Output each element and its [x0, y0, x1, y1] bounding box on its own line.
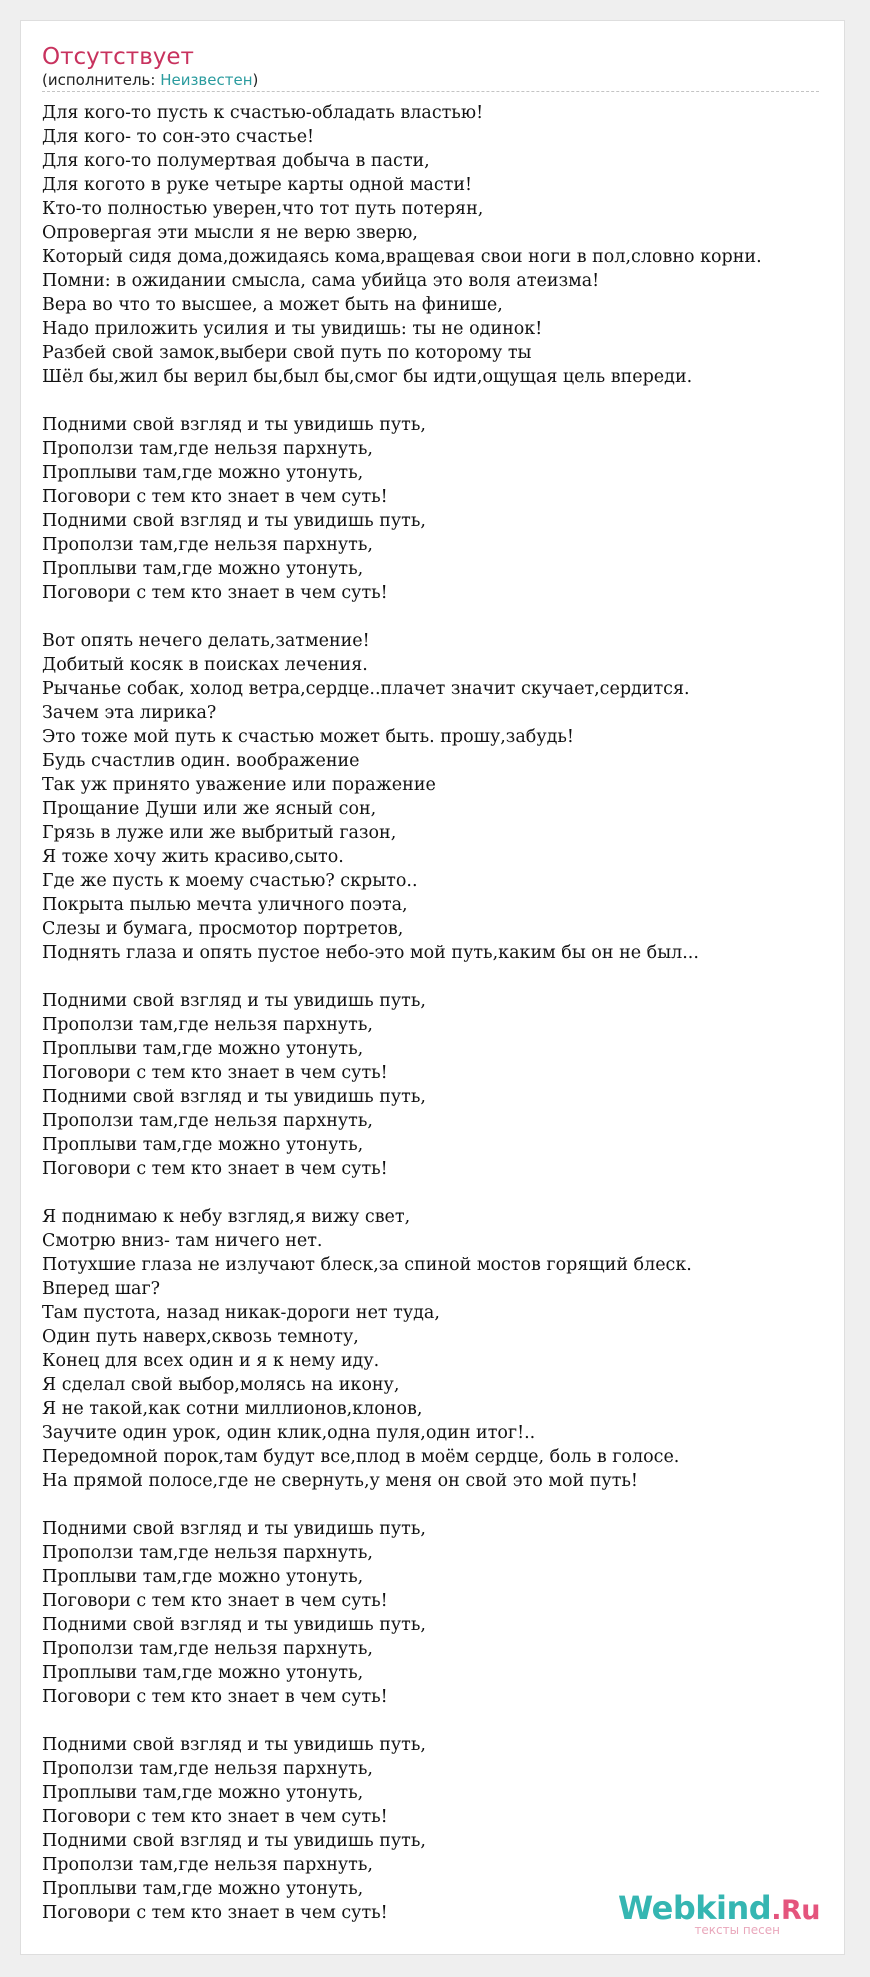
lyric-line: Передомной порок,там будут все,плод в моём сердце, боль в голосе. [42, 1447, 680, 1467]
artist-suffix: ) [252, 71, 259, 89]
lyric-line: Шёл бы,жил бы верил бы,был бы,смог бы идти,ощущая цель впереди. [42, 367, 693, 387]
lyrics-stanza [42, 413, 842, 605]
lyric-line: Где же пусть к моему счастью? скрыто.. [42, 871, 418, 891]
lyric-line: Грязь в луже или же выбритый газон, [42, 823, 397, 843]
lyric-line: Поговори с тем кто знает в чем суть! [42, 1807, 388, 1827]
lyric-line: Подними свой взгляд и ты увидишь путь, [42, 991, 426, 1011]
lyric-line: Поговори с тем кто знает в чем суть! [42, 1159, 388, 1179]
webkind-logo[interactable] [618, 1891, 818, 1936]
artist-link[interactable]: Неизвестен [160, 71, 253, 89]
lyric-line: Поговори с тем кто знает в чем суть! [42, 1591, 388, 1611]
lyric-line: Подними свой взгляд и ты увидишь путь, [42, 1735, 426, 1755]
artist-prefix: (исполнитель: [42, 71, 161, 89]
lyric-line: Будь счастлив один. воображение [42, 751, 360, 771]
lyric-line: Проползи там,где нельзя пархнуть, [42, 1855, 373, 1875]
lyrics-stanza [42, 101, 842, 389]
lyrics-body [42, 101, 842, 1949]
lyrics-card [20, 20, 845, 1955]
lyric-line: Там пустота, назад никак-дороги нет туда, [42, 1303, 440, 1323]
lyric-line: Проплыви там,где можно утонуть, [42, 1783, 364, 1803]
lyric-line: Я поднимаю к небу взгляд,я вижу свет, [42, 1207, 411, 1227]
lyric-line: Поговори с тем кто знает в чем суть! [42, 1903, 388, 1923]
lyric-line: Вера во что то высшее, а может быть на финише, [42, 295, 503, 315]
lyric-line: Проплыви там,где можно утонуть, [42, 1663, 364, 1683]
lyric-line: Проплыви там,где можно утонуть, [42, 1135, 364, 1155]
lyric-line: На прямой полосе,где не свернуть,у меня он свой это мой путь! [42, 1471, 638, 1491]
lyric-line: Я сделал свой выбор,молясь на икону, [42, 1375, 400, 1395]
lyric-line: Вот опять нечего делать,затмение! [42, 631, 370, 651]
lyric-line: Для кого-то полумертвая добыча в пасти, [42, 151, 430, 171]
lyric-line: Проползи там,где нельзя пархнуть, [42, 1543, 373, 1563]
lyric-line: Для кого- то сон-это счастье! [42, 127, 315, 147]
lyric-line: Прощание Души или же ясный сон, [42, 799, 377, 819]
lyric-line: Подними свой взгляд и ты увидишь путь, [42, 1615, 426, 1635]
lyric-line: Проползи там,где нельзя пархнуть, [42, 1015, 373, 1035]
lyric-line: Вперед шаг? [42, 1279, 161, 1299]
lyric-line: Это тоже мой путь к счастью может быть. прошу,забудь! [42, 727, 574, 747]
lyrics-stanza [42, 1517, 842, 1709]
lyric-line: Проползи там,где нельзя пархнуть, [42, 535, 373, 555]
lyric-line: Для кого-то пусть к счастью-обладать властью! [42, 103, 484, 123]
lyric-line: Я тоже хочу жить красиво,сыто. [42, 847, 344, 867]
lyric-line: Конец для всех один и я к нему иду. [42, 1351, 380, 1371]
artist-line [42, 70, 258, 90]
lyric-line: Помни: в ожидании смысла, сама убийца это воля атеизма! [42, 271, 600, 291]
song-title: Отсутствует [42, 44, 194, 70]
lyrics-stanza [42, 1205, 842, 1493]
title-divider [42, 91, 819, 92]
lyric-line: Один путь наверх,сквозь темноту, [42, 1327, 359, 1347]
lyric-line: Проплыви там,где можно утонуть, [42, 1567, 364, 1587]
lyric-line: Который сидя дома,дожидаясь кома,вращевая свои ноги в пол,словно корни. [42, 247, 762, 267]
lyric-line: Поговори с тем кто знает в чем суть! [42, 1687, 388, 1707]
lyric-line: Поднять глаза и опять пустое небо-это мой путь,каким бы он не был... [42, 943, 699, 963]
lyric-line: Надо приложить усилия и ты увидишь: ты не одинок! [42, 319, 543, 339]
lyrics-stanza [42, 989, 842, 1181]
lyric-line: Кто-то полностью уверен,что тот путь потерян, [42, 199, 484, 219]
lyric-line: Проплыви там,где можно утонуть, [42, 463, 364, 483]
lyric-line: Покрыта пылью мечта уличного поэта, [42, 895, 408, 915]
logo-main-text: Webkind [618, 1889, 772, 1927]
lyric-line: Рычанье собак, холод ветра,сердце..плачет значит скучает,сердится. [42, 679, 690, 699]
lyric-line: Проползи там,где нельзя пархнуть, [42, 1759, 373, 1779]
lyric-line: Смотрю вниз- там ничего нет. [42, 1231, 323, 1251]
lyric-line: Для когото в руке четыре карты одной масти! [42, 175, 473, 195]
lyric-line: Проплыви там,где можно утонуть, [42, 1879, 364, 1899]
lyric-line: Подними свой взгляд и ты увидишь путь, [42, 1831, 426, 1851]
logo-domain-text: .Ru [771, 1895, 820, 1926]
lyric-line: Зачем эта лирика? [42, 703, 217, 723]
lyric-line: Проползи там,где нельзя пархнуть, [42, 1111, 373, 1131]
lyric-line: Подними свой взгляд и ты увидишь путь, [42, 415, 426, 435]
lyric-line: Проплыви там,где можно утонуть, [42, 1039, 364, 1059]
lyric-line: Слезы и бумага, просмотор портретов, [42, 919, 404, 939]
lyric-line: Поговори с тем кто знает в чем суть! [42, 1063, 388, 1083]
lyric-line: Опровергая эти мысли я не верю зверю, [42, 223, 418, 243]
lyric-line: Добитый косяк в поисках лечения. [42, 655, 368, 675]
lyric-line: Подними свой взгляд и ты увидишь путь, [42, 511, 426, 531]
lyric-line: Заучите один урок, один клик,одна пуля,один итог!.. [42, 1423, 536, 1443]
lyric-line: Я не такой,как сотни миллионов,клонов, [42, 1399, 423, 1419]
lyric-line: Проползи там,где нельзя пархнуть, [42, 439, 373, 459]
lyric-line: Проплыви там,где можно утонуть, [42, 559, 364, 579]
lyric-line: Подними свой взгляд и ты увидишь путь, [42, 1087, 426, 1107]
lyric-line: Подними свой взгляд и ты увидишь путь, [42, 1519, 426, 1539]
lyric-line: Поговори с тем кто знает в чем суть! [42, 487, 388, 507]
lyric-line: Разбей свой замок,выбери свой путь по которому ты [42, 343, 532, 363]
logo-tagline: тексты песен [694, 1923, 780, 1937]
lyric-line: Так уж принято уважение или поражение [42, 775, 436, 795]
lyric-line: Поговори с тем кто знает в чем суть! [42, 583, 388, 603]
lyric-line: Потухшие глаза не излучают блеск,за спиной мостов горящий блеск. [42, 1255, 692, 1275]
lyrics-stanza [42, 629, 842, 965]
lyric-line: Проползи там,где нельзя пархнуть, [42, 1639, 373, 1659]
